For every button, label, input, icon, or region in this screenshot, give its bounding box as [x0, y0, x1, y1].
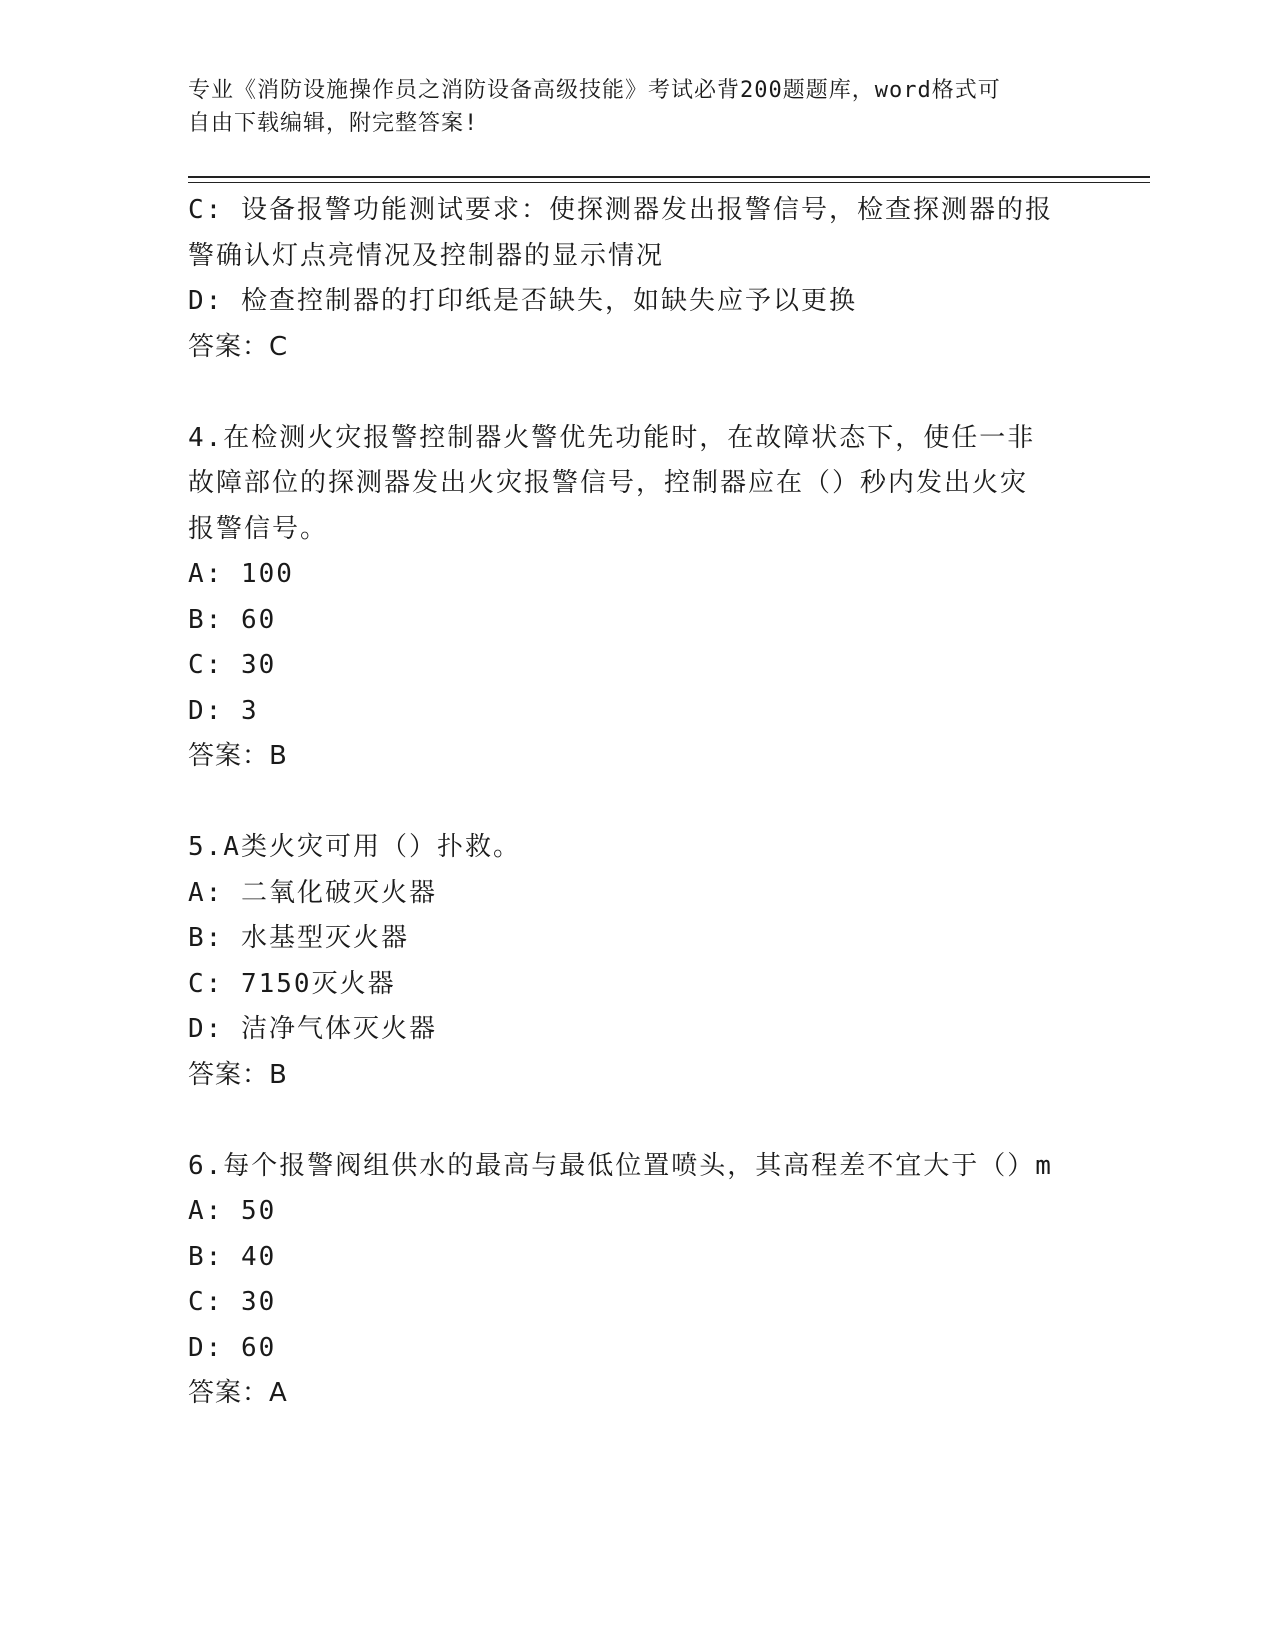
- question-5: [188, 825, 1088, 1098]
- q4-stem-line-1: 4.在检测火灾报警控制器火警优先功能时，在故障状态下，使任一非: [188, 422, 1036, 453]
- spacer: [188, 370, 1088, 416]
- q3-option-c-line-2: 警确认灯点亮情况及控制器的显示情况: [188, 240, 665, 271]
- spacer: [188, 1098, 1088, 1144]
- document-header: [188, 74, 1068, 140]
- q4-stem-line-2: 故障部位的探测器发出火灾报警信号，控制器应在（）秒内发出火灾: [188, 468, 1029, 498]
- question-content: [188, 188, 1088, 1417]
- question-6: [188, 1144, 1088, 1417]
- q6-answer: 答案：A: [188, 1378, 288, 1408]
- q6-option-b: B: 40: [188, 1241, 277, 1272]
- q4-option-a: A: 100: [188, 559, 294, 589]
- q5-option-b: B: 水基型灭火器: [188, 923, 409, 953]
- header-line-2: 自由下载编辑，附完整答案!: [188, 111, 479, 136]
- q5-answer: 答案：B: [188, 1059, 288, 1090]
- q6-stem: 6.每个报警阀组供水的最高与最低位置喷头，其高程差不宜大于（）m: [188, 1150, 1053, 1181]
- q4-option-d: D: 3: [188, 695, 259, 726]
- q5-option-d: D: 洁净气体灭火器: [188, 1014, 437, 1044]
- q5-option-a: A: 二氧化破灭火器: [188, 877, 437, 908]
- header-divider-thin: [188, 182, 1150, 183]
- q3-option-c-line-1: C: 设备报警功能测试要求：使探测器发出报警信号，检查探测器的报: [188, 195, 1053, 225]
- question-3-tail: [188, 188, 1088, 370]
- header-line-1: 专业《消防设施操作员之消防设备高级技能》考试必背200题题库，word格式可: [188, 78, 1001, 103]
- q4-option-c: C: 30: [188, 650, 277, 680]
- q5-option-c: C: 7150灭火器: [188, 968, 396, 999]
- q5-stem: 5.A类火灾可用（）扑救。: [188, 832, 521, 862]
- q3-option-d: D: 检查控制器的打印纸是否缺失，如缺失应予以更换: [188, 286, 857, 316]
- q6-option-d: D: 60: [188, 1332, 277, 1363]
- q4-answer: 答案：B: [188, 741, 288, 771]
- spacer: [188, 780, 1088, 826]
- header-divider-thick: [188, 176, 1150, 178]
- q6-option-c: C: 30: [188, 1287, 277, 1317]
- q4-stem-line-3: 报警信号。: [188, 513, 329, 544]
- q4-option-b: B: 60: [188, 604, 277, 635]
- q3-answer: 答案：C: [188, 331, 289, 362]
- question-4: [188, 416, 1088, 780]
- q6-option-a: A: 50: [188, 1196, 277, 1226]
